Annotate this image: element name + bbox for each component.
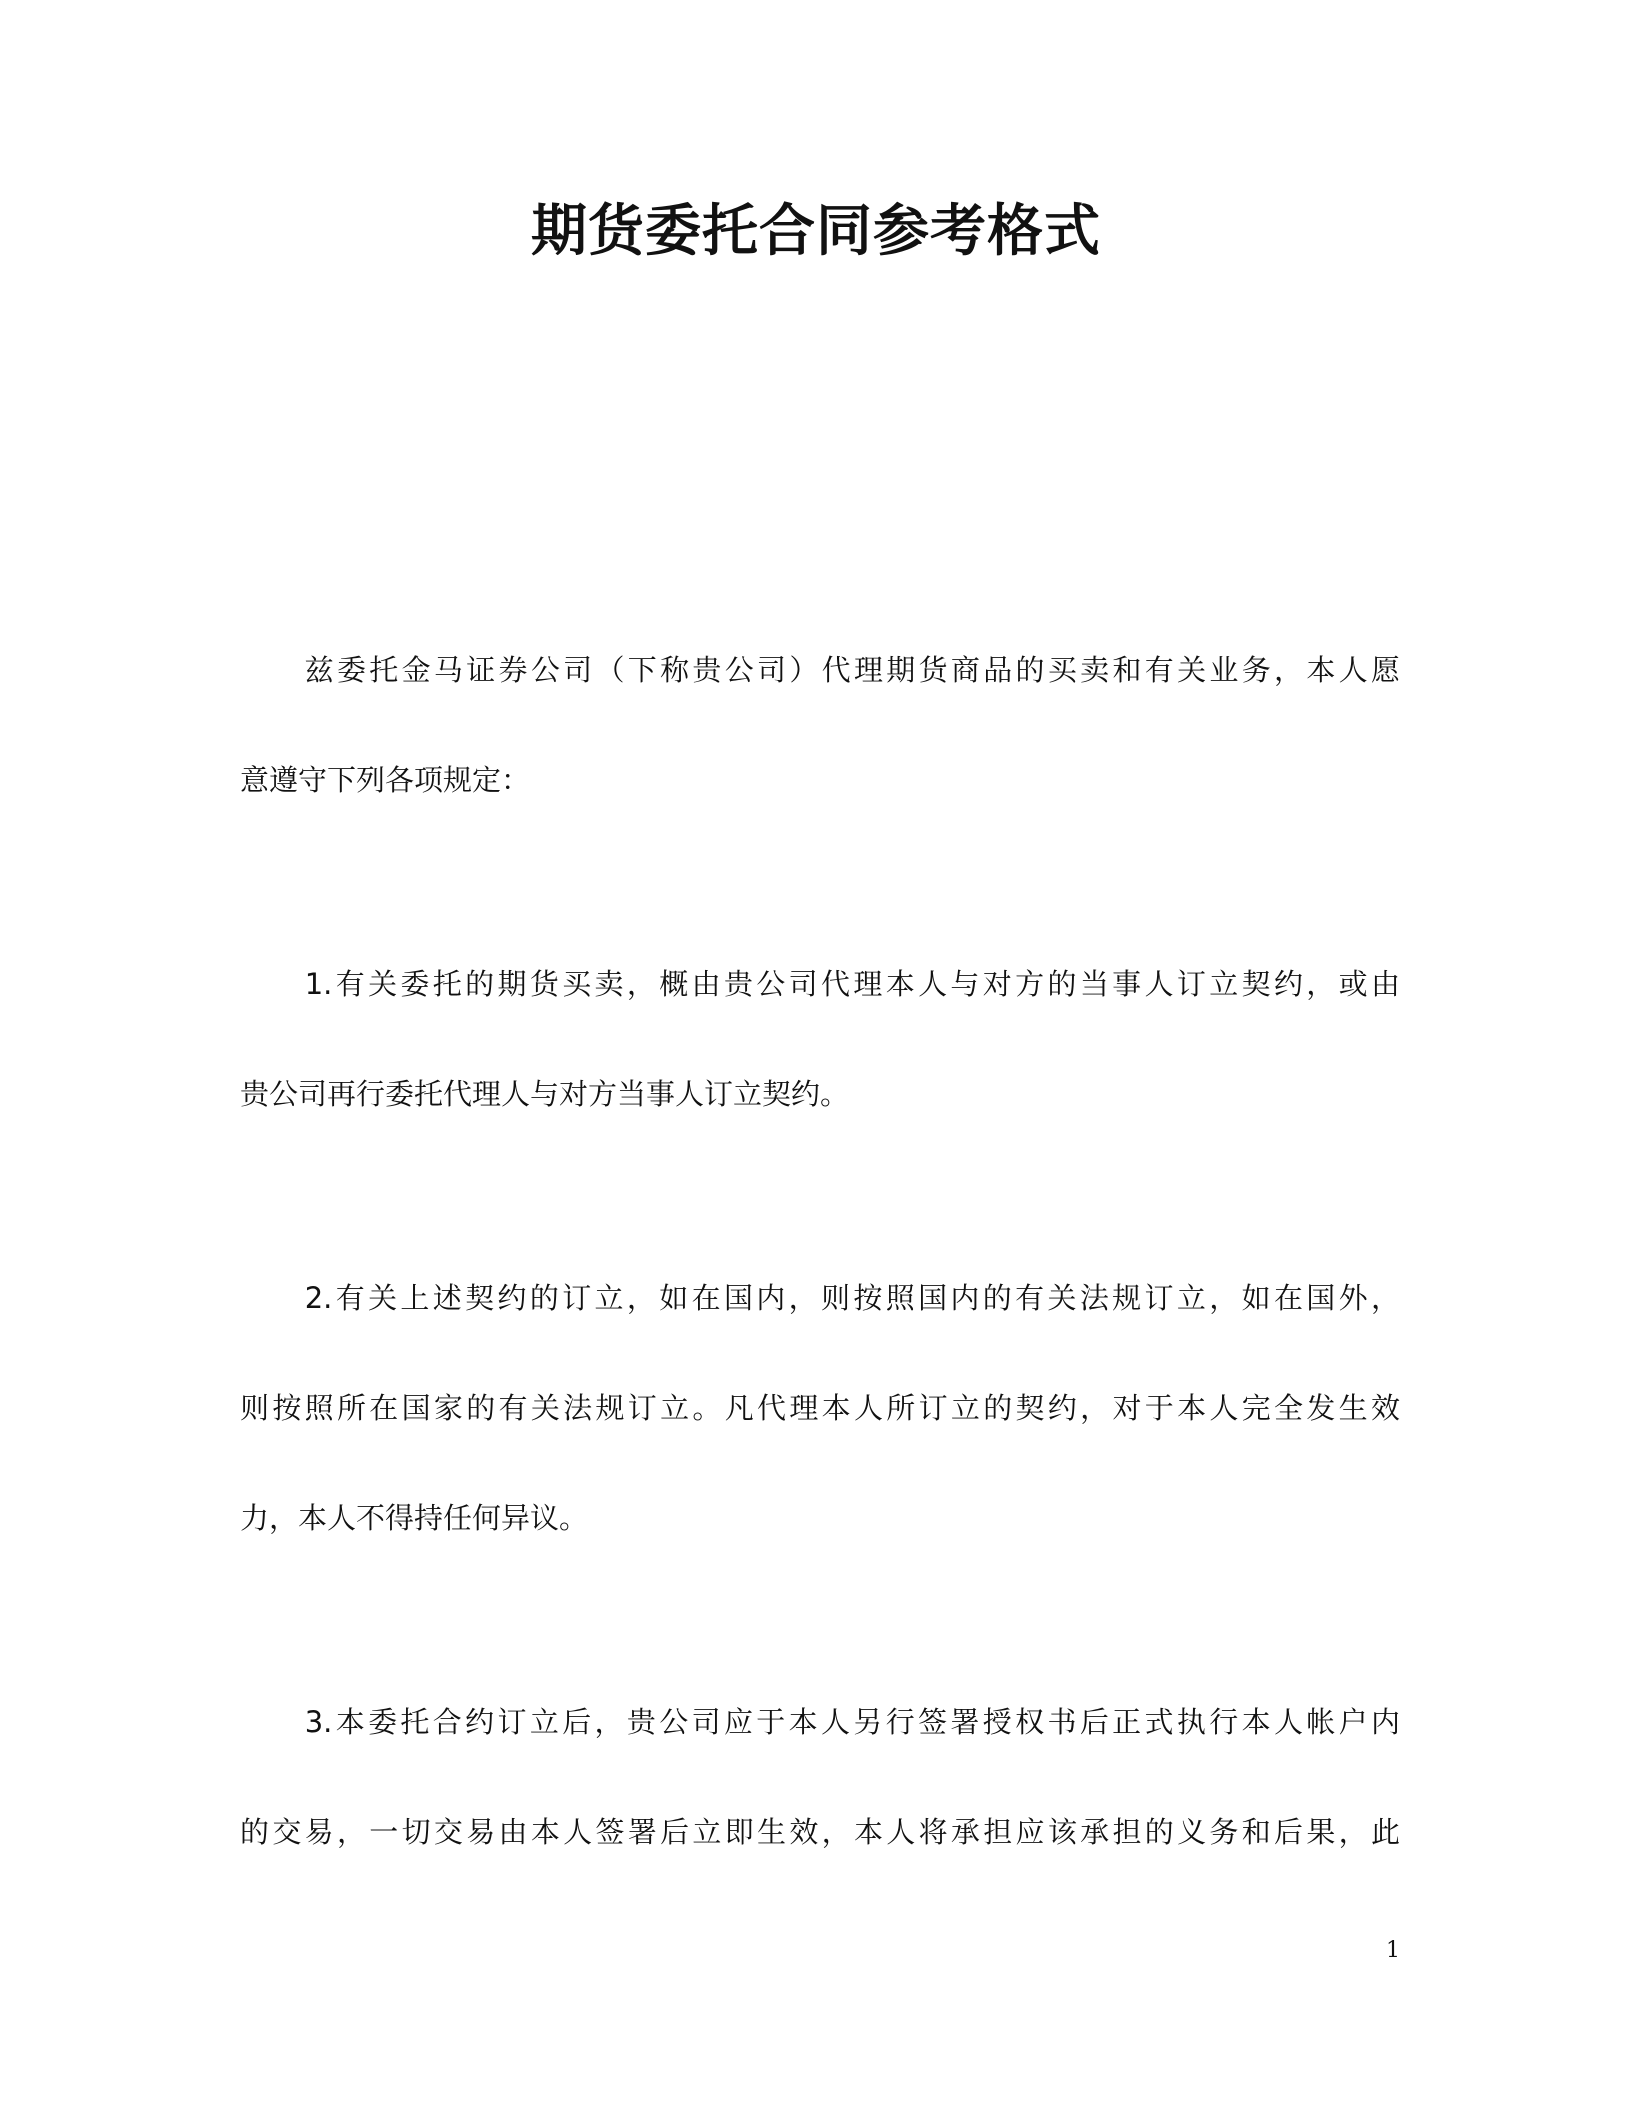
clause-2-line-2: 则按照所在国家的有关法规订立。凡代理本人所订立的契约，对于本人完全发生效 <box>240 1391 1400 1425</box>
clause-3-line-2: 的交易，一切交易由本人签署后立即生效，本人将承担应该承担的义务和后果，此 <box>240 1815 1400 1849</box>
paragraph-intro-line-2: 意遵守下列各项规定： <box>240 763 531 797</box>
page-number: 1 <box>1386 1938 1400 1963</box>
document-title: 期货委托合同参考格式 <box>531 199 1101 264</box>
clause-2-line-3: 力，本人不得持任何异议。 <box>240 1501 589 1535</box>
paragraph-intro-line-1: 兹委托金马证券公司（下称贵公司）代理期货商品的买卖和有关业务，本人愿 <box>240 653 1400 687</box>
clause-1-line-1: 1.有关委托的期货买卖，概由贵公司代理本人与对方的当事人订立契约，或由 <box>240 967 1400 1001</box>
clause-1-line-2: 贵公司再行委托代理人与对方当事人订立契约。 <box>240 1077 850 1111</box>
clause-2-line-1: 2.有关上述契约的订立，如在国内，则按照国内的有关法规订立，如在国外， <box>240 1281 1400 1315</box>
clause-3-line-1: 3.本委托合约订立后，贵公司应于本人另行签署授权书后正式执行本人帐户内 <box>240 1705 1400 1739</box>
